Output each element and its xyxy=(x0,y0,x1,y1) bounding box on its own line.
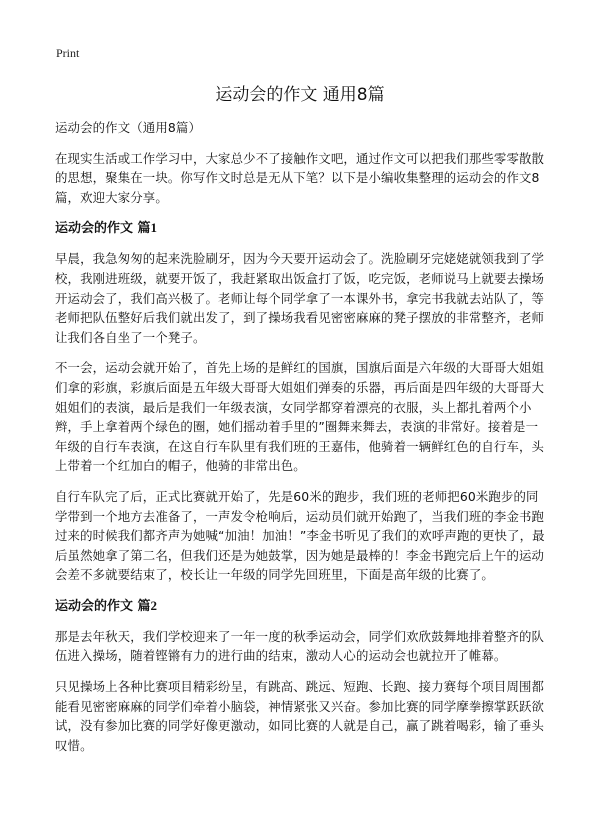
section-1 xyxy=(55,218,547,585)
paragraph: 那是去年秋天，我们学校迎来了一年一度的秋季运动会，同学们欢欣鼓舞地排着整齐的队伍进入操场，随着铿锵有力的进行曲的结束，激动人心的运动会也就拉开了帷幕。 xyxy=(55,628,545,664)
paragraph: 自行车队完了后，正式比赛就开始了，先是60米的跑步，我们班的老师把60米跑步的同学带到一个地方去准备了，一声发令枪响后，运动员们就开始跑了，当我们班的李金书跑过来的时候我们都齐声为她喊“加油！加油！”李金书听见了我们的欢呼声跑的更快了，最后虽然她拿了第二名，但我们还是为她鼓掌，因为她是最棒的！李金书跑完后上午的运动会差不多就要结束了，校长让一年级的同学先回班里，下面是高年级的比赛了。 xyxy=(55,488,545,583)
intro-paragraph: 在现实生活或工作学习中，大家总少不了接触作文吧，通过作文可以把我们那些零零散散的思想，聚集在一块。你写作文时总是无从下笔？以下是小编收集整理的运动会的作文8篇，欢迎大家分享。 xyxy=(55,150,545,205)
page-title: 运动会的作文 通用8篇 xyxy=(215,85,385,105)
section-heading-number: 1 xyxy=(150,220,158,236)
section-heading-number: 2 xyxy=(150,597,158,613)
article-body xyxy=(55,118,547,766)
section-2 xyxy=(55,596,547,756)
section-heading xyxy=(55,596,547,616)
section-heading-text: 运动会的作文 篇 xyxy=(55,221,151,237)
section-heading xyxy=(55,218,547,238)
section-heading-text: 运动会的作文 篇 xyxy=(55,598,151,614)
print-link[interactable]: Print xyxy=(56,46,80,60)
paragraph: 不一会，运动会就开始了，首先上场的是鲜红的国旗，国旗后面是六年级的大哥哥大姐姐们拿的彩旗，彩旗后面是五年级大哥哥大姐姐们弹奏的乐器，再后面是四年级的大哥哥大姐姐们的表演，最后是我们一年级表演，女同学都穿着漂亮的衣服，头上都扎着两个小辫，手上拿着两个绿色的圈，她们摇动着手里的”圈舞来舞去，表演的非常好。接着是一年级的自行车表演，在这自行车队里有我们班的王嘉伟，他骑着一辆鲜红色的自行车，头上带着一个红加白的帽子，他骑的非常出色。 xyxy=(55,360,545,474)
article-subtitle: 运动会的作文（通用8篇） xyxy=(55,120,201,135)
paragraph: 只见操场上各种比赛项目精彩纷呈，有跳高、跳远、短跑、长跑、接力赛每个项目周围都能看见密密麻麻的同学们牵着小脑袋，神情紧张又兴奋。参加比赛的同学摩拳擦掌跃跃欲试，没有参加比赛的同学好像更激动，如同比赛的人就是自己，赢了跳着喝彩，输了垂头叹惜。 xyxy=(55,679,545,753)
paragraph: 早晨，我急匆匆的起来洗脸刷牙，因为今天要开运动会了。洗脸刷牙完姥姥就领我到了学校，我刚进班级，就要开饭了，我赶紧取出饭盒打了饭，吃完饭，老师说马上就要去操场开运动会了，我们高兴极了。老师让每个同学拿了一本课外书，拿完书我就去站队了，等老师把队伍整好后我们就出发了，到了操场我看见密密麻麻的凳子摆放的非常整齐，老师让我们各自坐了一个凳子。 xyxy=(55,251,545,345)
